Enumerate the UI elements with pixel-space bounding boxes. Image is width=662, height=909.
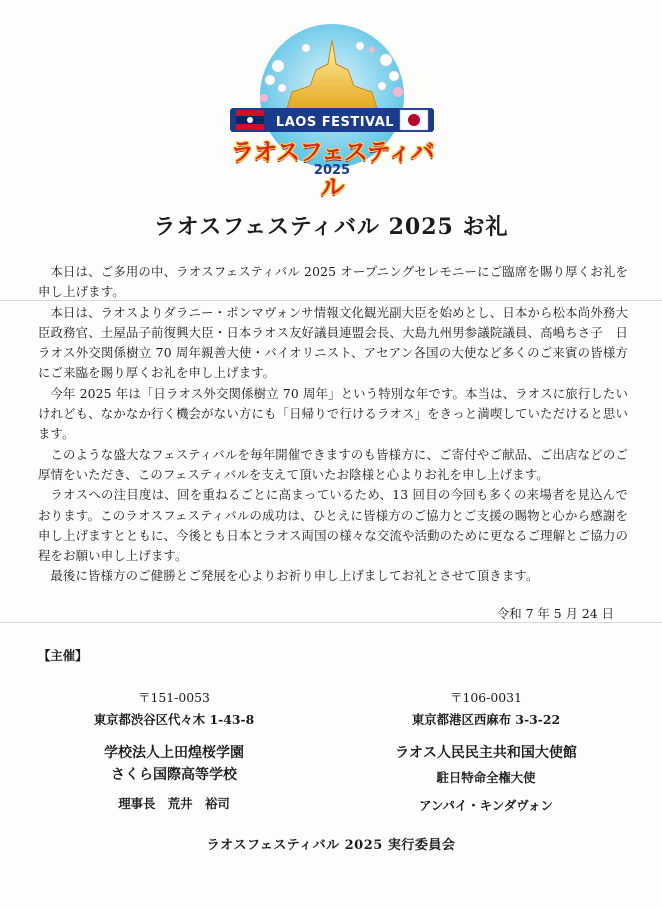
laos-flag-icon: [236, 110, 264, 130]
logo-english-text: LAOS FESTIVAL: [275, 115, 395, 130]
embassy-name: ラオス人民民主共和国大使館: [395, 745, 577, 761]
address: 東京都渋谷区代々木 1-43-8: [93, 712, 255, 727]
japan-flag-icon: [400, 110, 428, 130]
paragraph: このような盛大なフェスティバルを毎年開催できますのも皆様方に、ご寄付やご献品、ご出店などのご厚情をいただき、このフェスティバルを支えて頂いたお陰様と心よりお礼を申し上げます。: [38, 446, 628, 482]
postal-code: 〒106-0031: [450, 690, 522, 705]
paragraph: ラオスへの注目度は、回を重ねるごとに高まっているため、13 回目の今回も多くの来場者を見込んでおります。このラオスフェスティバルの成功は、ひとえに皆様方のご協力とご支援の賜物と心から感謝を申し上げますとともに、今後とも日本とラオス両国の様々な交流や活動のために更なるご理解とご協力の程をお願い申し上げます。: [38, 487, 628, 564]
ambassador-title: 駐日特命全権大使: [436, 770, 536, 785]
fold-line: [0, 622, 662, 623]
address: 東京都港区西麻布 3-3-22: [411, 712, 561, 727]
letter-date: 令和 7 年 5 月 24 日: [496, 606, 614, 621]
logo-year: 2025: [313, 163, 351, 178]
letter-title: ラオスフェスティバル 2025 お礼: [153, 214, 509, 240]
letter-body: [38, 262, 628, 587]
paragraph: 最後に皆様方のご健勝とご発展を心よりお祈り申し上げましてお礼とさせて頂きます。: [50, 568, 539, 584]
school-name: さくら国際高等学校: [111, 767, 237, 783]
postal-code: 〒151-0053: [138, 690, 210, 705]
representative: 理事長 荒井 裕司: [118, 796, 230, 811]
logo-japanese-text: ラオスフェスティバル: [230, 138, 434, 201]
sponsor-label: 【主催】: [38, 648, 88, 663]
laos-festival-logo: [222, 20, 442, 201]
organization-name: 学校法人上田煌桜学園: [104, 745, 244, 761]
paragraph: 本日は、ご多用の中、ラオスフェスティバル 2025 オープニングセレモニーにご臨席を賜り厚くお礼を申し上げます。: [38, 264, 628, 300]
paragraph: 今年 2025 年は「日ラオス外交関係樹立 70 周年」という特別な年です。本当は、ラオスに旅行したいけれども、なかなか行く機会がない方にも「日帰りで行けるラオス」をきっと満喫していただけると思います。: [38, 385, 628, 442]
committee-signature: ラオスフェスティバル 2025 実行委員会: [206, 838, 456, 853]
paragraph: 本日は、ラオスよりダラニー・ポンマヴォンサ情報文化観光副大臣を始めとし、日本から松本尚外務大臣政務官、土屋品子前復興大臣・日本ラオス友好議員連盟会長、大島九州男参議院議員、高嶋ちさ子 日ラオス外交関係樹立 70 周年親善大使・バイオリニスト、アセアン各国の大使など多くのご来賓の皆様方にご来臨を賜り厚くお礼を申し上げます。: [38, 304, 628, 381]
ambassador-name: アンパイ・キンダヴォン: [419, 798, 553, 813]
